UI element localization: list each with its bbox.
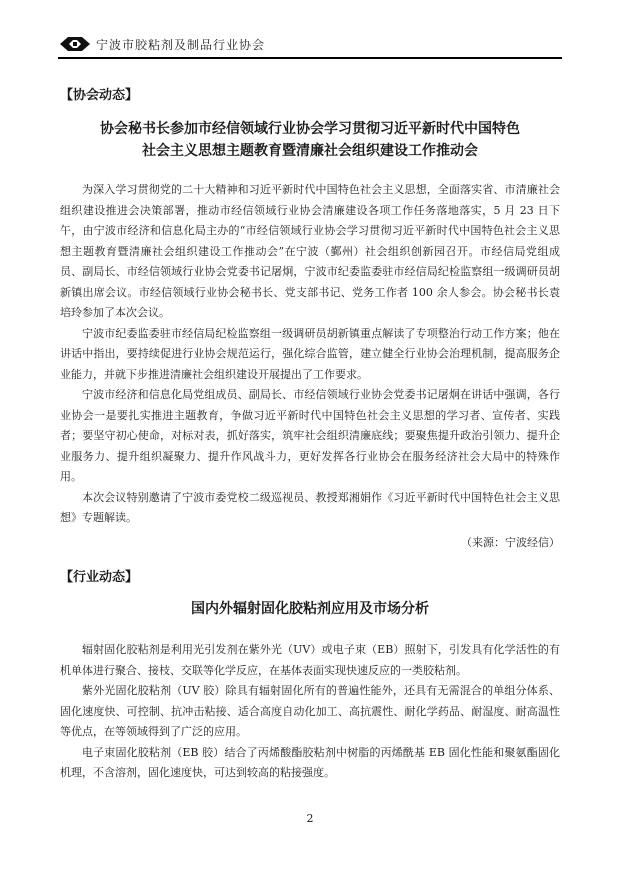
- article1-title-line1: 协会秘书长参加市经信领域行业协会学习贯彻习近平新时代中国特色: [100, 121, 520, 137]
- article1-body: [60, 180, 560, 553]
- article1-paragraph: 为深入学习贯彻党的二十大精神和习近平新时代中国特色社会主义思想，全面落实省、市清廉社会组织建设推进会决策部署，推动市经信领域行业协会清廉建设各项工作任务落地落实，5 月 23 日下午，由宁波市经济和信息化局主办的“市经信领域行业协会学习贯彻习近平新时代中国特色社会主义思想主题教育暨清廉社会组织建设工作推动会”在宁波（鄞州）社会组织创新园召开。市经信局党组成员、副局长、市经信领域行业协会党委书记屠炯，宁波市纪委监委驻市经信局纪检监察组一级调研员胡新镇出席会议。市经信领域行业协会秘书长、党支部书记、党务工作者 100 余人参会。协会秘书长袁培玲参加了本次会议。: [60, 183, 560, 319]
- association-name: 宁波市胶粘剂及制品行业协会: [96, 37, 266, 52]
- page-number: 2: [306, 812, 314, 825]
- article2-paragraph: 电子束固化胶粘剂（EB 胶）结合了丙烯酸酯胶粘剂中树脂的丙烯酰基 EB 固化性能和聚氨酯固化机理，不含溶剂，固化速度快，可达到较高的粘接强度。: [60, 745, 560, 779]
- page-header: [58, 32, 562, 56]
- article1-paragraph: 本次会议特别邀请了宁波市委党校二级巡视员、教授郑湘娟作《习近平新时代中国特色社会主义思想》专题解读。: [60, 490, 560, 524]
- header-rule: [58, 57, 562, 59]
- article1-source: （来源：宁波经信）: [461, 535, 560, 549]
- article2-body: [60, 640, 560, 784]
- association-logo-icon: [58, 35, 92, 53]
- section-tag-industry-news: 【行业动态】: [60, 570, 139, 585]
- article2-paragraph: 辐射固化胶粘剂是利用光引发剂在紫外光（UV）或电子束（EB）照射下，引发具有化学活性的有机单体进行聚合、接枝、交联等化学反应，在基体表面实现快速反应的一类胶粘剂。: [60, 643, 560, 677]
- article2-paragraph: 紫外光固化胶粘剂（UV 胶）除具有辐射固化所有的普遍性能外，还具有无需混合的单组分体系、固化速度快、可控制、抗冲击粘接、适合高度自动化加工、高抗震性、耐化学药品、耐湿度、耐高温性等优点，在等领域得到了广泛的应用。: [60, 684, 560, 738]
- article1-paragraph: 宁波市经济和信息化局党组成员、副局长、市经信领域行业协会党委书记屠炯在讲话中强调，各行业协会一是要扎实推进主题教育，争做习近平新时代中国特色社会主义思想的学习者、宣传者、实践者；要坚守初心使命，对标对表，抓好落实，筑牢社会组织清廉底线；要聚焦提升政治引领力、提升企业服务力、提升组织凝聚力、提升作风战斗力，更好发挥各行业协会在服务经济社会大局中的特殊作用。: [60, 388, 560, 483]
- article2-title: 国内外辐射固化胶粘剂应用及市场分析: [191, 601, 429, 617]
- article1-title: [60, 118, 560, 162]
- article1-title-line2: 社会主义思想主题教育暨清廉社会组织建设工作推动会: [142, 143, 478, 159]
- section-tag-association-news: 【协会动态】: [60, 88, 139, 103]
- article1-paragraph: 宁波市纪委监委驻市经信局纪检监察组一级调研员胡新镇重点解读了专项整治行动工作方案；他在讲话中指出，要持续促进行业协会规范运行，强化综合监管，建立健全行业协会治理机制，提高服务企业能力，并就下步推进清廉社会组织建设开展提出了工作要求。: [60, 326, 560, 381]
